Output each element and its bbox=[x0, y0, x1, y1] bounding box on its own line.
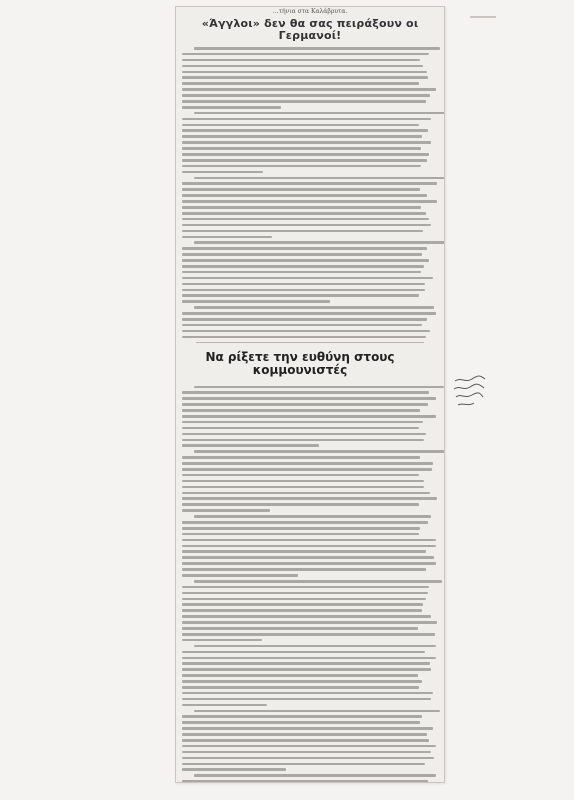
illegible-text-line bbox=[182, 312, 436, 315]
illegible-text-line bbox=[182, 768, 286, 771]
illegible-text-line bbox=[182, 236, 272, 239]
illegible-text-line bbox=[182, 427, 419, 430]
illegible-text-line bbox=[182, 692, 433, 695]
illegible-text-line bbox=[182, 53, 429, 56]
illegible-text-line bbox=[182, 657, 436, 660]
illegible-text-line bbox=[182, 153, 429, 156]
illegible-text-line bbox=[182, 294, 419, 297]
handwritten-annotation bbox=[450, 373, 490, 423]
illegible-text-line bbox=[182, 615, 431, 618]
illegible-text-line bbox=[182, 662, 430, 665]
illegible-text-line bbox=[182, 550, 426, 553]
illegible-text-line bbox=[182, 533, 419, 536]
illegible-text-line bbox=[194, 241, 445, 244]
top-strip-text: …τήνια στα Καλάβρυτα. bbox=[272, 8, 348, 15]
article-body-part-1 bbox=[176, 44, 444, 338]
illegible-text-line bbox=[182, 283, 425, 286]
illegible-text-line bbox=[182, 265, 424, 268]
illegible-text-line bbox=[182, 159, 427, 162]
illegible-text-line bbox=[182, 141, 431, 144]
illegible-text-line bbox=[182, 562, 436, 565]
illegible-text-line bbox=[182, 574, 298, 577]
illegible-text-line bbox=[182, 627, 418, 630]
illegible-text-line bbox=[182, 182, 437, 185]
illegible-text-line bbox=[182, 259, 429, 262]
illegible-text-line bbox=[182, 129, 428, 132]
illegible-text-line bbox=[182, 486, 424, 489]
illegible-text-line bbox=[182, 300, 330, 303]
illegible-text-line bbox=[182, 639, 262, 642]
illegible-text-line bbox=[182, 330, 430, 333]
edge-mark bbox=[470, 16, 496, 18]
illegible-text-line bbox=[182, 433, 426, 436]
illegible-text-line bbox=[182, 147, 421, 150]
illegible-text-line bbox=[182, 324, 422, 327]
illegible-text-line bbox=[182, 65, 423, 68]
illegible-text-line bbox=[182, 224, 431, 227]
illegible-text-line bbox=[182, 94, 430, 97]
illegible-text-line bbox=[182, 680, 422, 683]
illegible-text-line bbox=[182, 439, 424, 442]
illegible-text-line bbox=[194, 515, 431, 518]
illegible-text-line bbox=[182, 391, 429, 394]
illegible-text-line bbox=[182, 171, 263, 174]
illegible-text-line bbox=[182, 545, 436, 548]
illegible-text-line bbox=[182, 603, 423, 606]
illegible-text-line bbox=[194, 710, 440, 713]
illegible-text-line bbox=[182, 521, 428, 524]
illegible-text-line bbox=[182, 539, 436, 542]
illegible-text-line bbox=[182, 698, 431, 701]
illegible-text-line bbox=[182, 200, 437, 203]
illegible-text-line bbox=[182, 135, 422, 138]
illegible-text-line bbox=[182, 586, 429, 589]
article-subheadline: Να ρίξετε την ευθύνη στους κομμουνιστές bbox=[205, 349, 395, 377]
illegible-text-line bbox=[182, 592, 428, 595]
illegible-text-line bbox=[182, 397, 436, 400]
illegible-text-line bbox=[182, 674, 418, 677]
illegible-text-line bbox=[194, 112, 445, 115]
illegible-text-line bbox=[182, 462, 433, 465]
illegible-text-line bbox=[182, 277, 433, 280]
illegible-text-line bbox=[182, 527, 420, 530]
illegible-text-line bbox=[194, 645, 436, 648]
illegible-text-line bbox=[182, 733, 427, 736]
section-divider bbox=[196, 342, 424, 343]
illegible-text-line bbox=[182, 704, 267, 707]
illegible-text-line bbox=[182, 318, 427, 321]
illegible-text-line bbox=[182, 727, 433, 730]
illegible-text-line bbox=[182, 444, 319, 447]
illegible-text-line bbox=[182, 218, 429, 221]
illegible-text-line bbox=[194, 47, 440, 50]
illegible-text-line bbox=[182, 456, 420, 459]
illegible-text-line bbox=[182, 165, 421, 168]
illegible-text-line bbox=[182, 480, 424, 483]
illegible-text-line bbox=[182, 757, 434, 760]
illegible-text-line bbox=[194, 386, 444, 389]
illegible-text-line bbox=[182, 415, 436, 418]
illegible-text-line bbox=[182, 468, 432, 471]
illegible-text-line bbox=[182, 668, 431, 671]
illegible-text-line bbox=[194, 306, 434, 309]
illegible-text-line bbox=[182, 503, 419, 506]
illegible-text-line bbox=[182, 206, 421, 209]
illegible-text-line bbox=[182, 598, 426, 601]
illegible-text-line bbox=[182, 71, 427, 74]
illegible-text-line bbox=[182, 745, 436, 748]
illegible-text-line bbox=[182, 780, 428, 783]
illegible-text-line bbox=[182, 59, 420, 62]
illegible-text-line bbox=[182, 100, 426, 103]
illegible-text-line bbox=[182, 76, 428, 79]
illegible-text-line bbox=[182, 721, 420, 724]
article-body-part-2 bbox=[176, 383, 444, 783]
illegible-text-line bbox=[182, 633, 435, 636]
illegible-text-line bbox=[182, 106, 281, 109]
illegible-text-line bbox=[182, 568, 426, 571]
illegible-text-line bbox=[182, 509, 270, 512]
illegible-text-line bbox=[182, 230, 423, 233]
illegible-text-line bbox=[182, 609, 422, 612]
illegible-text-line bbox=[182, 651, 425, 654]
illegible-text-line bbox=[194, 450, 445, 453]
illegible-text-line bbox=[182, 118, 431, 121]
illegible-text-line bbox=[182, 289, 425, 292]
illegible-text-line bbox=[182, 739, 429, 742]
illegible-text-line bbox=[182, 492, 430, 495]
illegible-text-line bbox=[182, 686, 419, 689]
illegible-text-line bbox=[182, 188, 420, 191]
illegible-text-line bbox=[182, 336, 426, 339]
illegible-text-line bbox=[182, 421, 423, 424]
illegible-text-line bbox=[182, 194, 427, 197]
newspaper-clipping bbox=[175, 6, 445, 783]
illegible-text-line bbox=[182, 403, 428, 406]
illegible-text-line bbox=[182, 82, 419, 85]
illegible-text-line bbox=[182, 88, 436, 91]
illegible-text-line bbox=[182, 556, 434, 559]
illegible-text-line bbox=[182, 715, 422, 718]
illegible-text-line bbox=[182, 497, 437, 500]
illegible-text-line bbox=[182, 474, 419, 477]
illegible-text-line bbox=[194, 177, 445, 180]
illegible-text-line bbox=[194, 580, 442, 583]
illegible-text-line bbox=[194, 774, 436, 777]
illegible-text-line bbox=[182, 409, 420, 412]
illegible-text-line bbox=[182, 247, 427, 250]
illegible-text-line bbox=[182, 751, 431, 754]
illegible-text-line bbox=[182, 253, 422, 256]
article-headline: «Άγγλοι» δεν θα σας πειράξουν οι Γερμανοί! bbox=[201, 17, 419, 42]
illegible-text-line bbox=[182, 271, 421, 274]
illegible-text-line bbox=[182, 763, 425, 766]
illegible-text-line bbox=[182, 212, 426, 215]
illegible-text-line bbox=[182, 621, 437, 624]
illegible-text-line bbox=[182, 124, 419, 127]
